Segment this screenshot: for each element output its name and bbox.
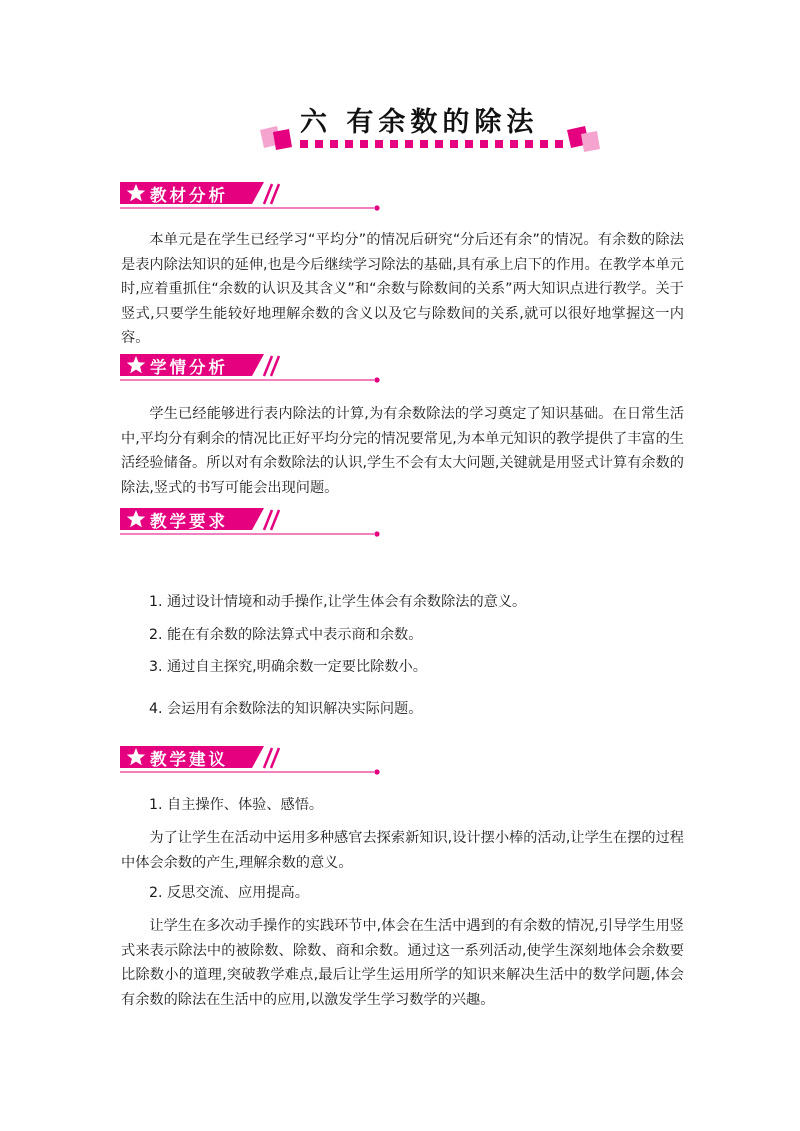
paragraph: 让学生在多次动手操作的实践环节中,体会在生活中遇到的有余数的情况,引导学生用竖式来表示除法中的被除数、除数、商和余数。通过这一系列活动,使学生深刻地体会余数要比除数小的道理,突破教学难点,最后让学生运用所学的知识来解决生活中的数学问题,体会有余数的除法在生活中的应用,以激发学生学习数学的兴趣。 — [121, 918, 684, 1008]
section-header-teaching-requirements — [120, 506, 395, 538]
chapter-title: 六 有余数的除法 — [300, 107, 539, 138]
paragraph: 本单元是在学生已经学习“平均分”的情况后研究“分后还有余”的情况。有余数的除法是表内除法知识的延伸,也是今后继续学习除法的基础,具有承上启下的作用。在教学本单元时,应着重抓住“余数的认识及其含义”和“余数与除数间的关系”两大知识点进行教学。关于竖式,只要学生能较好地理解余数的含义以及它与除数间的关系,就可以很好地掌握这一内容。 — [121, 232, 684, 346]
star-icon — [126, 509, 146, 529]
star-icon — [126, 183, 146, 203]
list-item: 1. 通过设计情境和动手操作,让学生体会有余数除法的意义。 — [149, 594, 527, 610]
title-decoration — [255, 126, 605, 156]
section-header-teaching-suggestions — [120, 744, 395, 776]
star-icon — [126, 355, 146, 375]
paragraph: 学生已经能够进行表内除法的计算,为有余数除法的学习奠定了知识基础。在日常生活中,平均分有剩余的情况比正好平均分完的情况要常见,为本单元知识的教学提供了丰富的生活经验储备。所以对有余数除法的认识,学生不会有太大问题,关键就是用竖式计算有余数的除法,竖式的书写可能会出现问题。 — [121, 406, 684, 496]
list-item: 3. 通过自主探究,明确余数一定要比除数小。 — [149, 659, 427, 675]
section-header-student-analysis — [120, 352, 395, 384]
list-item: 2. 反思交流、应用提高。 — [149, 885, 309, 901]
section-header-textbook-analysis — [120, 180, 395, 212]
star-icon — [126, 747, 146, 767]
section-title: 教学要求 — [150, 512, 228, 531]
section-title: 教学建议 — [150, 750, 228, 769]
paragraph: 为了让学生在活动中运用多种感官去探索新知识,设计摆小棒的活动,让学生在摆的过程中体会余数的产生,理解余数的意义。 — [121, 830, 684, 871]
section-title: 学情分析 — [150, 358, 228, 377]
list-item: 2. 能在有余数的除法算式中表示商和余数。 — [149, 627, 423, 643]
list-item: 1. 自主操作、体验、感悟。 — [149, 797, 324, 813]
list-item: 4. 会运用有余数除法的知识解决实际问题。 — [149, 701, 423, 717]
section-title: 教材分析 — [150, 186, 228, 205]
